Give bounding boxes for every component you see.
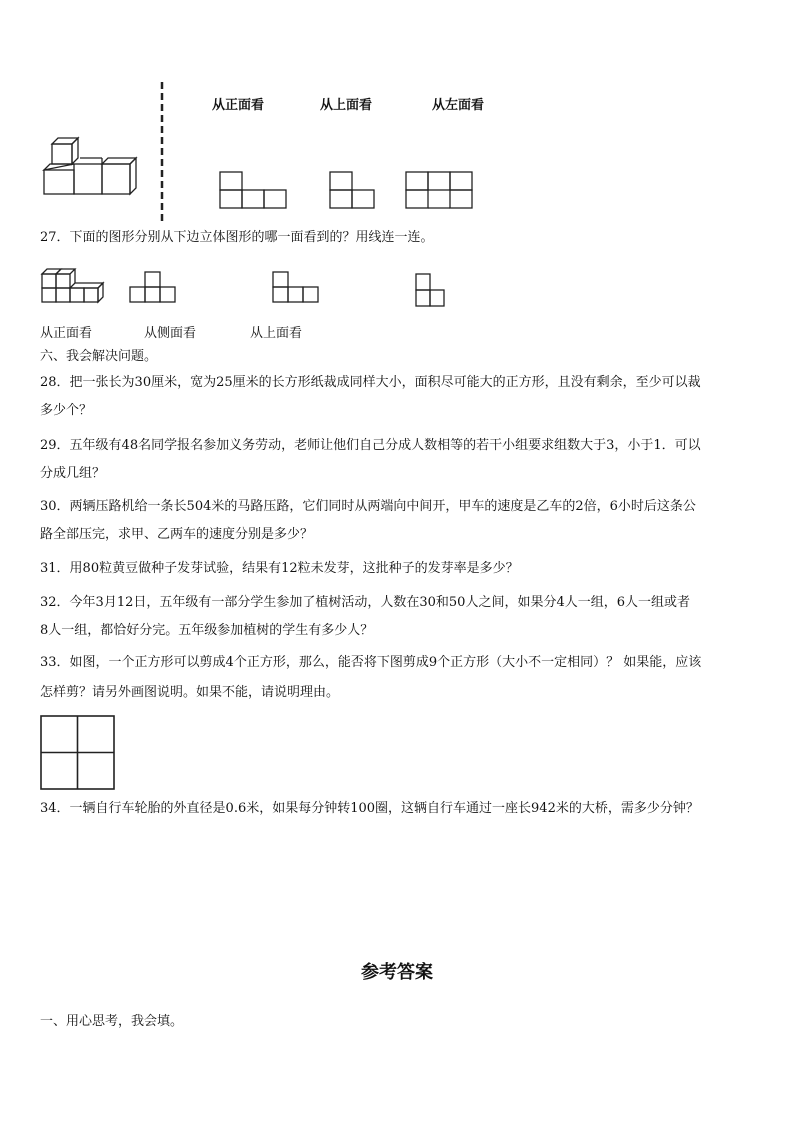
view-shape-front bbox=[220, 172, 290, 212]
question-33-line-2: 怎样剪？请另外画图说明。如果不能，请说明理由。 bbox=[40, 685, 340, 700]
question-32-line-2: 8人一组，都恰好分完。五年级参加植树的学生有多少人？ bbox=[40, 623, 374, 638]
question-28-line-1: 28．把一张长为30厘米，宽为25厘米的长方形纸裁成同样大小，面积尽可能大的正方形，且没有剩余，至少可以裁 bbox=[40, 375, 701, 390]
question-34: 34．一辆自行车轮胎的外直径是0.6米，如果每分钟转100圈，这辆自行车通过一座长942米的大桥，需多少分钟？ bbox=[40, 801, 699, 816]
view-shape-left bbox=[406, 172, 476, 212]
view-shape-q27-c bbox=[416, 274, 450, 310]
question-29-line-2: 分成几组？ bbox=[40, 466, 106, 481]
answer-section-1-title: 一、用心思考，我会填。 bbox=[40, 1014, 184, 1029]
question-27: 27．下面的图形分别从下边立体图形的哪一面看到的？用线连一连。 bbox=[40, 230, 434, 245]
view-label-top: 从上面看 bbox=[320, 98, 373, 113]
question-29-line-1: 29．五年级有48名同学报名参加义务劳动，老师让他们自己分成人数相等的若干小组要求组数大于3，小于1．可以 bbox=[40, 438, 701, 453]
caption-front-view: 从正面看 bbox=[40, 326, 93, 341]
view-label-front: 从正面看 bbox=[212, 98, 265, 113]
question-32-line-1: 32．今年3月12日，五年级有一部分学生参加了植树活动，人数在30和50人之间，如果分4人一组，6人一组或者 bbox=[40, 595, 690, 610]
view-shape-q27-a bbox=[130, 270, 180, 306]
question-30-line-1: 30．两辆压路机给一条长504米的马路压路，它们同时从两端向中间开，甲车的速度是乙车的2倍，6小时后这条公 bbox=[40, 499, 696, 514]
answer-title: 参考答案 bbox=[361, 962, 433, 983]
solid-figure-q27 bbox=[40, 266, 104, 306]
section-6-title: 六、我会解决问题。 bbox=[40, 349, 158, 364]
question-31: 31．用80粒黄豆做种子发芽试验，结果有12粒未发芽，这批种子的发芽率是多少？ bbox=[40, 561, 519, 576]
view-label-left: 从左面看 bbox=[432, 98, 485, 113]
square-grid-figure bbox=[40, 715, 116, 791]
view-shape-q27-b bbox=[273, 272, 323, 308]
question-33-line-1: 33．如图，一个正方形可以剪成4个正方形，那么，能否将下图剪成9个正方形（大小不一定相同）？ 如果能，应该 bbox=[40, 655, 702, 670]
question-28-line-2: 多少个？ bbox=[40, 403, 93, 418]
dashed-divider bbox=[160, 82, 164, 222]
caption-side-view: 从侧面看 bbox=[144, 326, 197, 341]
caption-top-view: 从上面看 bbox=[250, 326, 303, 341]
view-shape-top bbox=[330, 172, 380, 212]
question-30-line-2: 路全部压完，求甲、乙两车的速度分别是多少？ bbox=[40, 527, 314, 542]
solid-figure-top bbox=[40, 138, 140, 198]
